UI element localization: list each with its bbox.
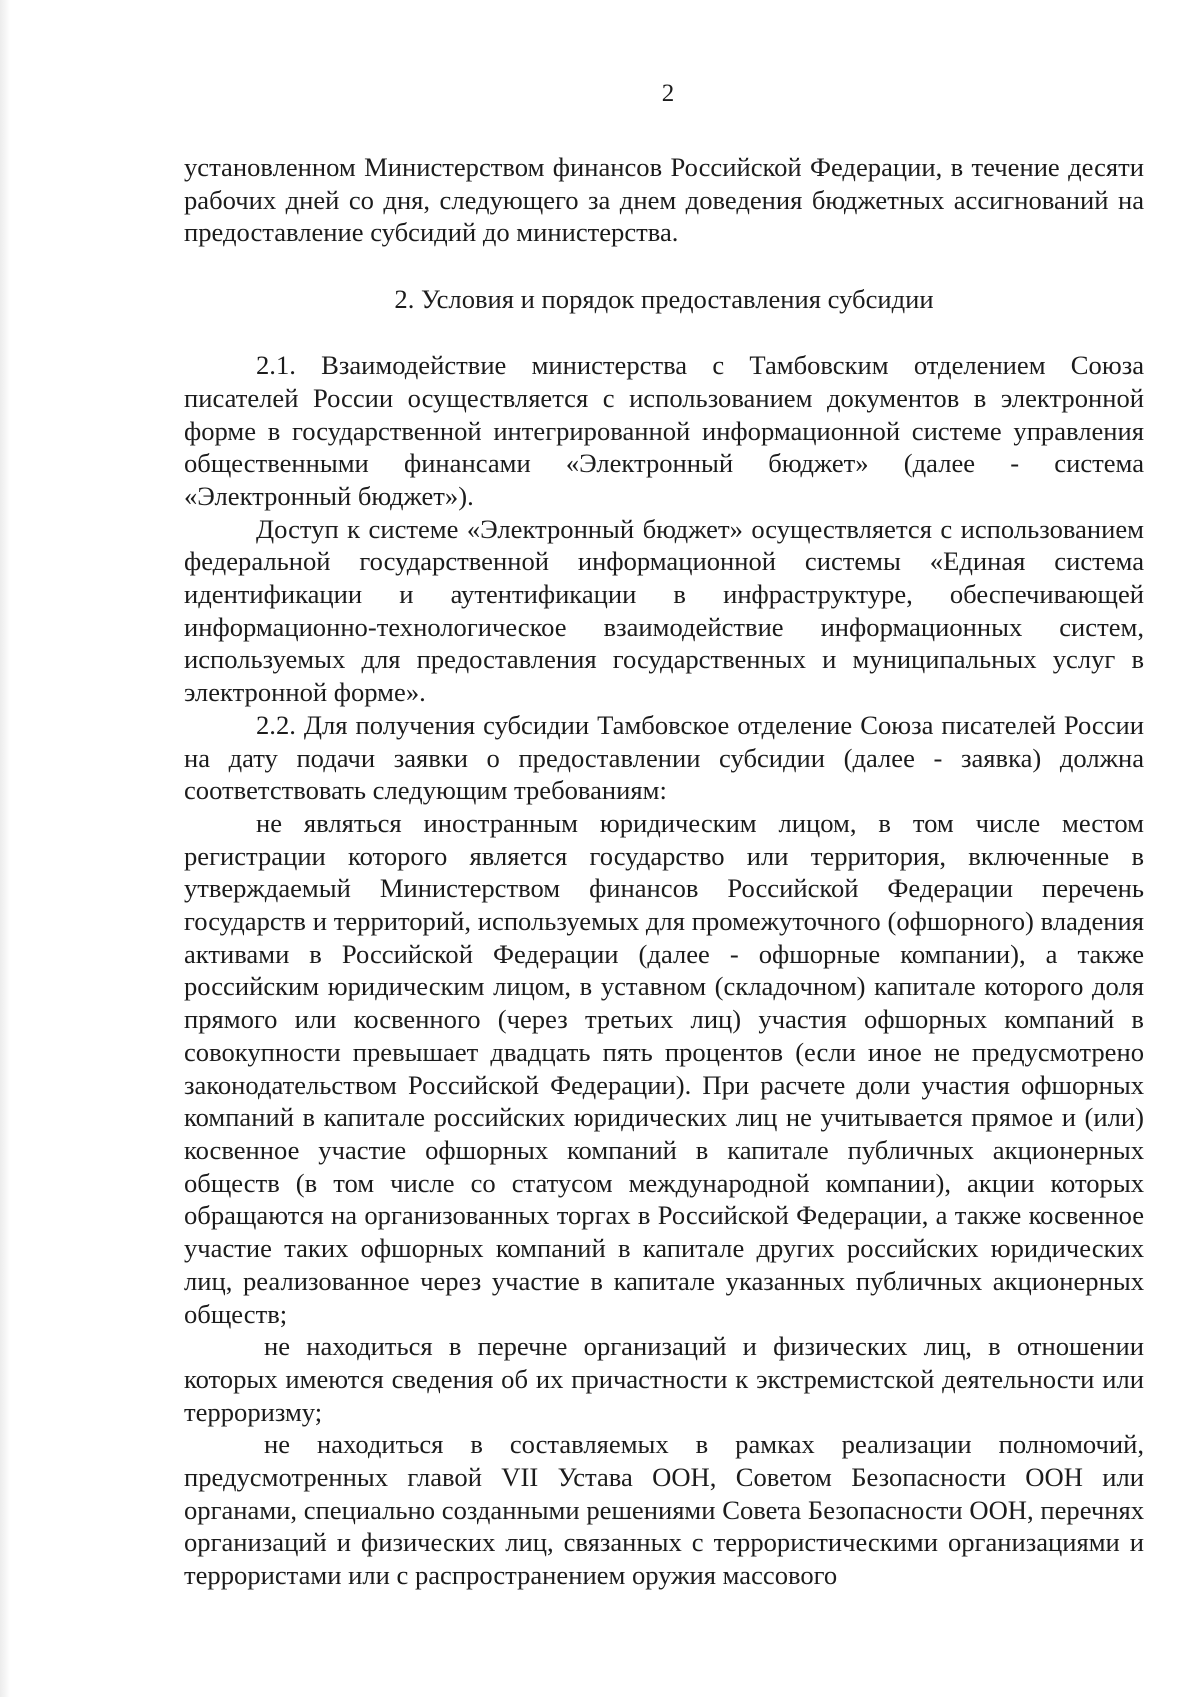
- section-heading: 2. Условия и порядок предоставления субсидии: [394, 284, 934, 315]
- intro-paragraph: установленном Министерством финансов Российской Федерации, в течение десяти рабочих дней со дня, следующего за днем доведения бюджетных ассигнований на предоставление субсидий до министерства.: [184, 152, 1144, 248]
- paragraph-2-2: 2.2. Для получения субсидии Тамбовское отделение Союза писателей России на дату подачи заявки о предоставлении субсидии (далее - заявка) должна соответствовать следующим требованиям:: [184, 709, 1144, 806]
- paragraph-offshore-requirement: не являться иностранным юридическим лицом, в том числе местом регистрации которого является государство или территория, включенные в утверждаемый Министерством финансов Российской Федерации перечень государств и территорий, используемых для промежуточного (офшорного) владения активами в Российской Федерации (далее - офшорные компании), а также российским юридическим лицом, в уставном (складочном) капитале которого доля прямого или косвенного (через третьих лиц) участия офшорных компаний в совокупности превышает двадцать пять процентов (если иное не предусмотрено законодательством Российской Федерации). При расчете доли участия офшорных компаний в капитале российских юридических лиц не учитывается прямое и (или) косвенное участие офшорных компаний в капитале публичных акционерных обществ (в том числе со статусом международной компании), акции которых обращаются на организованных торгах в Российской Федерации, а также косвенное участие таких офшорных компаний в капитале других российских юридических лиц, реализованное через участие в капитале указанных публичных акционерных обществ;: [184, 807, 1144, 1329]
- paragraph-2-1: 2.1. Взаимодействие министерства с Тамбовским отделением Союза писателей России осуществляется с использованием документов в электронной форме в государственной интегрированной информационной системе управления общественными финансами «Электронный бюджет» (далее - система «Электронный бюджет»).: [184, 350, 1144, 511]
- paragraph-extremism-requirement: не находиться в перечне организаций и физических лиц, в отношении которых имеются сведения об их причастности к экстремистской деятельности или терроризму;: [184, 1331, 1144, 1427]
- document-body: [184, 151, 1144, 1592]
- paragraph-un-sanctions-requirement: не находиться в составляемых в рамках реализации полномочий, предусмотренных главой VII Устава ООН, Советом Безопасности ООН или органами, специально созданными решениями Совета Безопасности ООН, перечнях организаций и физических лиц, связанных с террористическими организациями и террористами или с распространением оружия массового: [184, 1429, 1144, 1591]
- page-number: 2: [661, 80, 675, 107]
- paragraph-access: Доступ к системе «Электронный бюджет» осуществляется с использованием федеральной государственной информационной системы «Единая система идентификации и аутентификации в инфраструктуре, обеспечивающей информационно-технологическое взаимодействие информационных систем, используемых для предоставления государственных и муниципальных услуг в электронной форме».: [184, 513, 1144, 708]
- scan-edge: [0, 0, 10, 1697]
